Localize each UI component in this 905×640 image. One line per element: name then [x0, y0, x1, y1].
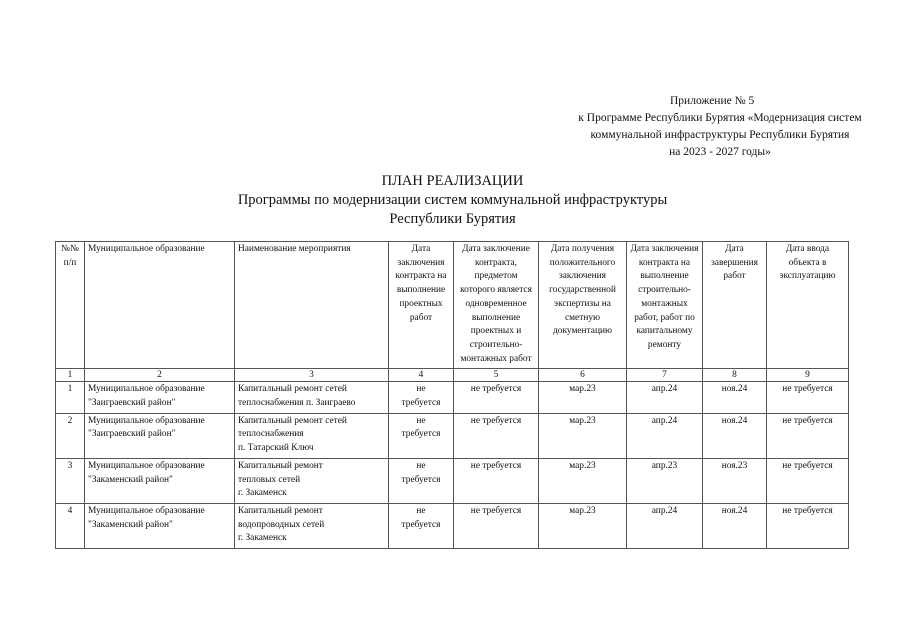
- header-cell: Дата получения положительного заключения государственной экспертизы на сметную документацию: [539, 242, 627, 369]
- municipality-cell: [85, 382, 235, 413]
- completion-date-cell: ноя.24: [703, 413, 767, 458]
- column-number: 7: [627, 369, 703, 382]
- cell-text-line: Муниципальное образование: [88, 460, 205, 471]
- header-row: [56, 242, 849, 369]
- appendix-line: к Программе Республики Бурятия «Модернизация систем: [578, 112, 862, 124]
- expertise-date-cell: мар.23: [539, 458, 627, 503]
- expertise-date-cell: мар.23: [539, 503, 627, 548]
- row-number: 4: [56, 503, 85, 548]
- completion-date-cell: ноя.24: [703, 382, 767, 413]
- measure-cell: [235, 503, 389, 548]
- page-subtitle: Республики Бурятия: [389, 211, 516, 227]
- row-number: 3: [56, 458, 85, 503]
- cell-text-line: Муниципальное образование: [88, 505, 205, 516]
- appendix-line: коммунальной инфраструктуры Республики Бурятия: [590, 129, 850, 141]
- combined-contract-cell: не требуется: [454, 458, 539, 503]
- page-subtitle: Программы по модернизации систем коммунальной инфраструктуры: [237, 192, 668, 208]
- page-title: ПЛАН РЕАЛИЗАЦИИ: [381, 173, 524, 189]
- column-number: 6: [539, 369, 627, 382]
- cell-text-line: Муниципальное образование: [88, 415, 205, 426]
- completion-date-cell: ноя.24: [703, 503, 767, 548]
- column-number: 4: [389, 369, 454, 382]
- cell-text-line: Капитальный ремонт: [238, 505, 323, 516]
- commissioning-cell: не требуется: [767, 503, 849, 548]
- design-contract-cell: [389, 413, 454, 458]
- column-number: 5: [454, 369, 539, 382]
- measure-cell: [235, 413, 389, 458]
- column-number: 2: [85, 369, 235, 382]
- row-number: 1: [56, 382, 85, 413]
- table-body: [56, 382, 849, 549]
- header-cell: Дата ввода объекта в эксплуатацию: [767, 242, 849, 369]
- table-row: [56, 503, 849, 548]
- column-number: 9: [767, 369, 849, 382]
- cell-text-line: г. Закаменск: [238, 533, 287, 544]
- cell-text-line: Капитальный ремонт: [238, 460, 323, 471]
- cell-text-line: Муниципальное образование: [88, 384, 205, 395]
- design-contract-cell: [389, 382, 454, 413]
- cell-text-line: теплоснабжения п. Заиграево: [238, 398, 356, 409]
- combined-contract-cell: не требуется: [454, 503, 539, 548]
- design-contract-cell: [389, 503, 454, 548]
- cell-text-line: Капитальный ремонт сетей: [238, 415, 347, 426]
- measure-cell: [235, 458, 389, 503]
- expertise-date-cell: мар.23: [539, 413, 627, 458]
- combined-contract-cell: не требуется: [454, 413, 539, 458]
- column-number-row: [56, 369, 849, 382]
- column-number: 3: [235, 369, 389, 382]
- implementation-plan-table: [55, 241, 849, 549]
- cell-text-line: тепловых сетей: [238, 474, 301, 485]
- header-cell: Наименование мероприятия: [235, 242, 389, 369]
- construction-contract-cell: апр.24: [627, 382, 703, 413]
- header-cell: Муниципальное образование: [85, 242, 235, 369]
- table-row: [56, 413, 849, 458]
- cell-text-line: не: [416, 415, 426, 426]
- header-cell: №№ п/п: [56, 242, 85, 369]
- header-cell: Дата заключения контракта на выполнение строительно-монтажных работ, работ по капитальному ремонту: [627, 242, 703, 369]
- commissioning-cell: не требуется: [767, 413, 849, 458]
- column-number: 1: [56, 369, 85, 382]
- cell-text-line: "Закаменский район": [88, 519, 173, 530]
- construction-contract-cell: апр.24: [627, 413, 703, 458]
- municipality-cell: [85, 413, 235, 458]
- cell-text-line: г. Закаменск: [238, 488, 287, 499]
- cell-text-line: требуется: [401, 519, 441, 530]
- commissioning-cell: не требуется: [767, 458, 849, 503]
- appendix-line: на 2023 - 2027 годы»: [669, 146, 771, 158]
- appendix-block: [520, 93, 905, 161]
- construction-contract-cell: апр.23: [627, 458, 703, 503]
- cell-text-line: требуется: [401, 474, 441, 485]
- table-row: [56, 458, 849, 503]
- cell-text-line: п. Татарский Ключ: [238, 443, 314, 454]
- cell-text-line: Капитальный ремонт сетей: [238, 384, 347, 395]
- cell-text-line: "Заиграевский район": [88, 429, 176, 440]
- cell-text-line: теплоснабжения: [238, 429, 304, 440]
- row-number: 2: [56, 413, 85, 458]
- cell-text-line: требуется: [401, 398, 441, 409]
- column-number: 8: [703, 369, 767, 382]
- cell-text-line: "Закаменский район": [88, 474, 173, 485]
- cell-text-line: водопроводных сетей: [238, 519, 325, 530]
- municipality-cell: [85, 458, 235, 503]
- completion-date-cell: ноя.23: [703, 458, 767, 503]
- header-cell: Дата заключение контракта, предметом которого является одновременное выполнение проектных и строительно-монтажных работ: [454, 242, 539, 369]
- cell-text-line: требуется: [401, 429, 441, 440]
- measure-cell: [235, 382, 389, 413]
- table-row: [56, 382, 849, 413]
- commissioning-cell: не требуется: [767, 382, 849, 413]
- cell-text-line: "Заиграевский район": [88, 398, 176, 409]
- cell-text-line: не: [416, 460, 426, 471]
- combined-contract-cell: не требуется: [454, 382, 539, 413]
- cell-text-line: не: [416, 384, 426, 395]
- expertise-date-cell: мар.23: [539, 382, 627, 413]
- cell-text-line: не: [416, 505, 426, 516]
- header-cell: Дата заключения контракта на выполнение проектных работ: [389, 242, 454, 369]
- appendix-line: Приложение № 5: [670, 95, 755, 107]
- header-cell: Дата завершения работ: [703, 242, 767, 369]
- construction-contract-cell: апр.24: [627, 503, 703, 548]
- design-contract-cell: [389, 458, 454, 503]
- municipality-cell: [85, 503, 235, 548]
